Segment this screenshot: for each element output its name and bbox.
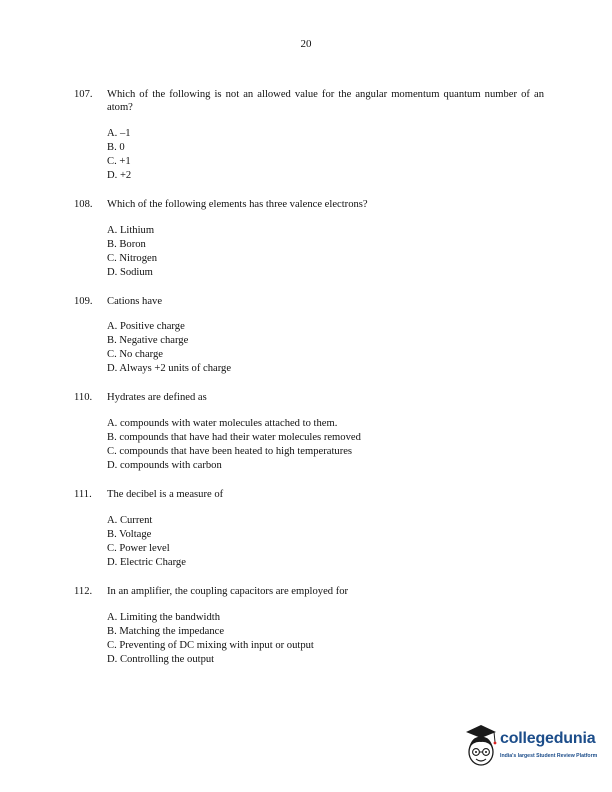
question-number: 111. [74, 489, 92, 500]
option-a: A. Lithium [107, 225, 155, 236]
question-number: 107. [74, 89, 93, 100]
question-text: Cations have [107, 296, 163, 307]
option-d: D. compounds with carbon [107, 460, 222, 471]
option-d: D. Electric Charge [107, 557, 186, 568]
option-c: C. Nitrogen [107, 253, 158, 264]
option-list [107, 514, 186, 570]
option-a: A. –1 [107, 128, 131, 139]
question-text: The decibel is a measure of [107, 489, 224, 500]
option-d: D. Always +2 units of charge [107, 363, 232, 374]
option-c: C. compounds that have been heated to high temperatures [107, 446, 353, 457]
option-a: A. compounds with water molecules attached to them. [107, 418, 338, 429]
question-text: Which of the following elements has three valence electrons? [107, 199, 368, 210]
logo-brand-text: collegedunia [500, 730, 596, 747]
option-a: A. Current [107, 515, 153, 526]
option-b: B. Negative charge [107, 335, 189, 346]
option-d: D. Sodium [107, 267, 153, 278]
page-number: 20 [300, 38, 312, 50]
option-c: C. Power level [107, 543, 170, 554]
question-number: 108. [74, 199, 93, 210]
option-b: B. 0 [107, 142, 125, 153]
option-list [107, 611, 314, 667]
option-list [107, 127, 131, 183]
option-d: D. Controlling the output [107, 654, 215, 665]
logo-tagline: India's largest Student Review Platform [500, 753, 598, 759]
option-list [107, 417, 361, 473]
option-c: C. +1 [107, 156, 131, 167]
option-d: D. +2 [107, 170, 132, 181]
option-c: C. No charge [107, 349, 163, 360]
mascot-icon [462, 722, 500, 772]
question-text: Which of the following is not an allowed value for the angular momentum quantum number of an atom? [107, 89, 544, 113]
option-a: A. Positive charge [107, 321, 185, 332]
option-a: A. Limiting the bandwidth [107, 612, 220, 623]
option-list [107, 224, 157, 280]
option-b: B. Boron [107, 239, 146, 250]
question-text: Hydrates are defined as [107, 392, 207, 403]
option-b: B. compounds that have had their water molecules removed [107, 432, 361, 443]
option-b: B. Voltage [107, 529, 152, 540]
question-number: 109. [74, 296, 93, 307]
option-list [107, 320, 231, 376]
question-number: 112. [74, 586, 93, 597]
collegedunia-logo [462, 722, 604, 772]
option-c: C. Preventing of DC mixing with input or output [107, 640, 314, 651]
question-number: 110. [74, 392, 93, 403]
option-b: B. Matching the impedance [107, 626, 225, 637]
question-text: In an amplifier, the coupling capacitors are employed for [107, 586, 349, 597]
